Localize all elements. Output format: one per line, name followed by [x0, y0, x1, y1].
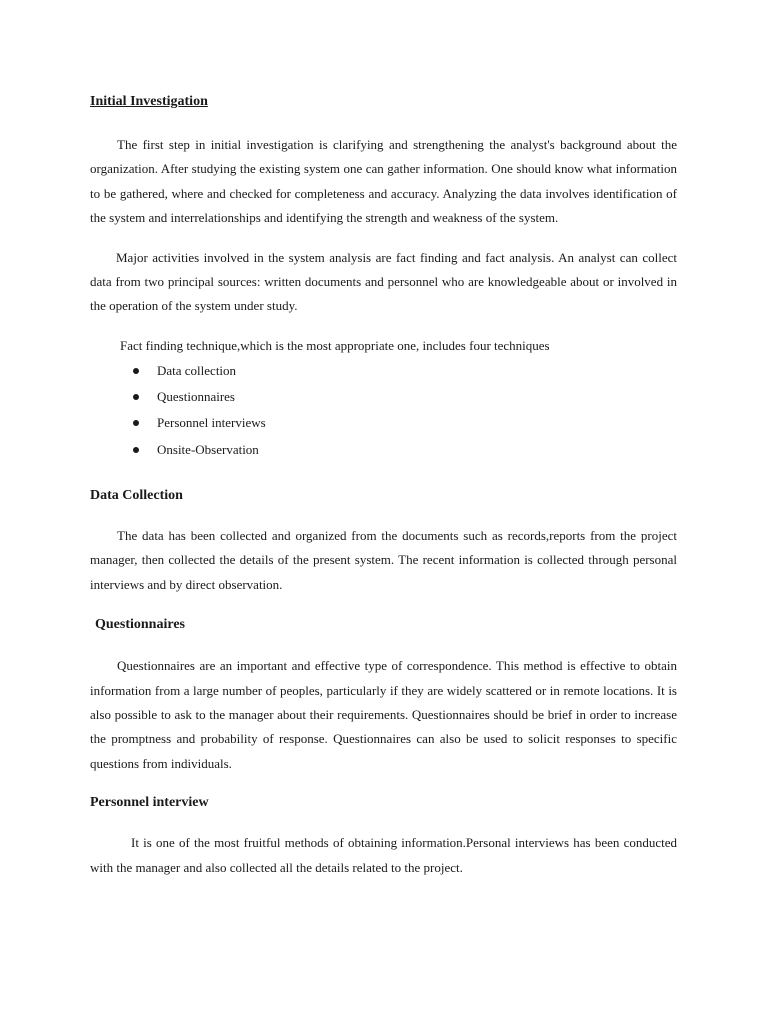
- list-item: [133, 437, 677, 463]
- section-heading-data-collection: Data Collection: [90, 488, 183, 504]
- section-heading-personnel-interview: Personnel interview: [90, 795, 209, 811]
- list-item-text: Personnel interviews: [157, 415, 266, 431]
- section-heading-initial-investigation: Initial Investigation: [90, 94, 208, 109]
- paragraph-data-collection: The data has been collected and organized from the documents such as records,reports from the project manager, then collected the details of the present system. The recent information is collected through personal interviews and by direct observation.: [90, 528, 677, 592]
- list-item-text: Data collection: [157, 362, 237, 378]
- list-item: [133, 384, 677, 410]
- bullet-icon: [133, 394, 139, 400]
- bullet-icon: [133, 368, 139, 374]
- paragraph-questionnaires: Questionnaires are an important and effective type of correspondence. This method is effective to obtain information from a large number of peoples, particularly if they are widely scattered or in remote locations. It is also possible to ask to the manager about their requirements. Questionnaires should be brief in order to increase the promptness and probability of response. Questionnaires can also be used to solicit responses to specific questions from individuals.: [90, 658, 677, 771]
- fact-finding-intro: Fact finding technique,which is the most appropriate one, includes four techniques: [120, 337, 550, 353]
- list-item: [133, 358, 677, 384]
- paragraph-personnel-interview: It is one of the most fruitful methods of obtaining information.Personal interviews has been conducted with the manager and also collected all the details related to the project.: [90, 835, 677, 875]
- bullet-icon: [133, 420, 139, 426]
- document-body: [90, 92, 677, 880]
- paragraph-initial-investigation-2: Major activities involved in the system analysis are fact finding and fact analysis. An analyst can collect data from two principal sources: written documents and personnel who are knowledgeable about or involved in the operation of the system under study.: [90, 249, 677, 314]
- section-heading-questionnaires: Questionnaires: [95, 617, 185, 633]
- bullet-icon: [133, 447, 139, 453]
- list-item-text: Questionnaires: [157, 389, 235, 405]
- list-item: [133, 410, 677, 436]
- fact-finding-techniques-list: [90, 358, 677, 463]
- list-item-text: Onsite-Observation: [157, 441, 259, 457]
- paragraph-initial-investigation-1: The first step in initial investigation is clarifying and strengthening the analyst's background about the organization. After studying the existing system one can gather information. One should know what information to be gathered, where and checked for completeness and accuracy. Analyzing the data involves identification of the system and interrelationships and identifying the strength and weakness of the system.: [90, 137, 677, 226]
